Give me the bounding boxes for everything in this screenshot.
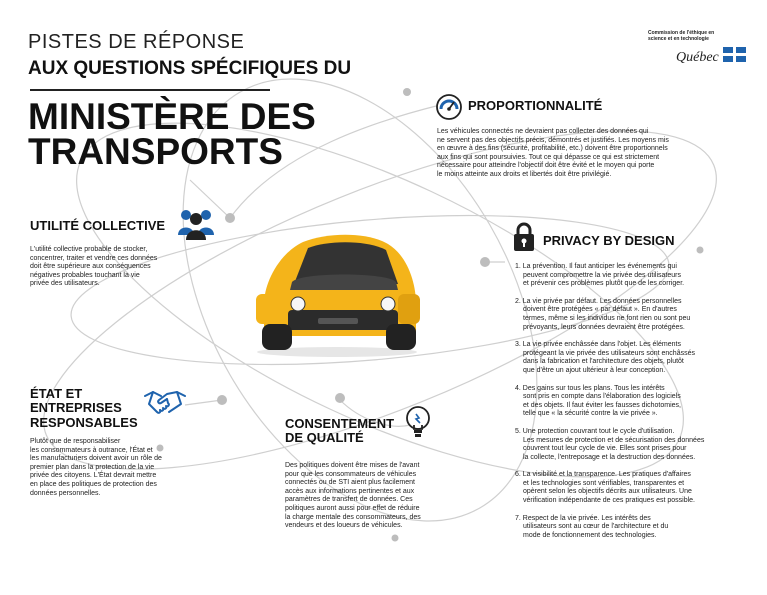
orbit-node	[217, 395, 227, 405]
consentement-heading: CONSENTEMENT DE QUALITÉ	[285, 416, 395, 446]
utilite-text: L'utilité collective probable de stocker, concentrer, traiter et vendre ces données doit être supérieure aux conséquences négatives probables touchant la vie privée des utilisateurs.	[30, 246, 158, 288]
orbit-node	[697, 247, 704, 254]
handshake-icon	[143, 386, 187, 416]
proportionnalite-heading: PROPORTIONNALITÉ	[468, 98, 603, 113]
proportionnalite-text: Les véhicules connectés ne devraient pas collecter des données qui ne servent pas des objectifs précis, démontrés et justifiés. Les moyens mis en œuvre à des fins (sécurité, profitabilité, etc.) doivent être proportionnels aux fins qui sont poursuivies. Tout ce qui dépasse ce qui est strictement nécessaire pour atteindre l'objectif doit être évité et le moyen qui porte le moins atteinte aux droits et libertés doit être privilégié.	[437, 128, 669, 178]
orbit-node	[480, 257, 490, 267]
lightbulb-icon	[405, 405, 431, 439]
people-icon	[176, 205, 216, 241]
orbit-node	[225, 213, 235, 223]
car-illustration	[248, 224, 426, 358]
etat-text: Plutôt que de responsabiliser les consommateurs à outrance, l'État et les manufacturiers doivent avoir un rôle de premier plan dans la protection de la vie privée des citoyens. L'État devrait mettre en place des politiques de protection des données personnelles.	[30, 438, 162, 497]
list-item: 6. La visibilité et la transparence. Les pratiques d'affaires et les technologies sont vérifiables, transparentes et opèrent selon les objectifs décrits aux utilisateurs. Une vérification indépendante de ces pratiques est possible.	[515, 471, 695, 505]
title-line-1: PISTES DE RÉPONSE	[28, 31, 245, 53]
logo-commission-text: Commission de l'éthique en science et en technologie	[648, 30, 715, 42]
title-divider	[30, 89, 270, 91]
padlock-icon	[512, 222, 536, 252]
list-item: 7. Respect de la vie privée. Les intérêts des utilisateurs sont au cœur de l'architecture et du mode de fonctionnement des technologies.	[515, 514, 669, 539]
utilite-heading: UTILITÉ COLLECTIVE	[30, 218, 166, 233]
etat-heading: ÉTAT ET ENTREPRISES RESPONSABLES	[30, 386, 138, 430]
list-item: 5. Une protection couvrant tout le cycle d'utilisation. Les mesures de protection et de sécurisation des données couvrent tout leur cycle de vie. Elles sont prises pour la collecte, l'entreposage et la destruction des données.	[515, 427, 705, 461]
list-item: 1. La prévention. Il faut anticiper les événements qui peuvent compromettre la vie privée des utilisateurs et prévenir ces problèmes plutôt que de les corriger.	[515, 263, 685, 288]
logo-quebec-text: Québec	[676, 50, 719, 65]
orbit-node	[335, 393, 345, 403]
list-item: 4. Des gains sur tous les plans. Tous les intérêts sont pris en compte dans l'élaboration des logiciels et des objets. Il faut éviter les fausses dichotomies, telle que « la sécurité contre la vie privée ».	[515, 384, 681, 418]
list-item: 3. La vie privée enchâssée dans l'objet. Les éléments protégeant la vie privée des utilisateurs sont enchâssés dans la fabrication et l'architecture des objets, plutôt que d'être un ajout ultérieur à leur conception.	[515, 341, 695, 374]
title-line-4: TRANSPORTS	[28, 131, 283, 172]
quebec-flag-icon	[723, 47, 746, 62]
title-line-3: MINISTÈRE DES	[28, 96, 316, 137]
gauge-icon	[436, 94, 462, 120]
privacy-heading: PRIVACY BY DESIGN	[543, 233, 675, 248]
orbit-node	[392, 535, 399, 542]
title-line-2: AUX QUESTIONS SPÉCIFIQUES DU	[28, 58, 352, 79]
orbit-node	[403, 88, 411, 96]
consentement-text: Des politiques doivent être mises de l'avant pour que les consommateurs de véhicules connectés ou de STI aient plus facilement accès aux informations pertinentes et aux paramètres de transfert de données. Ces politiques auront aussi pour effet de réduire la charge mentale des consommateurs, des vendeurs et des loueurs de véhicules.	[285, 462, 421, 530]
list-item: 2. La vie privée par défaut. Les données personnelles doivent être protégées « par défaut ». En d'autres termes, même si les individus ne font rien ou sont peu prévoyants, leurs données devraient être protégées.	[515, 297, 691, 331]
privacy-list	[515, 263, 760, 549]
